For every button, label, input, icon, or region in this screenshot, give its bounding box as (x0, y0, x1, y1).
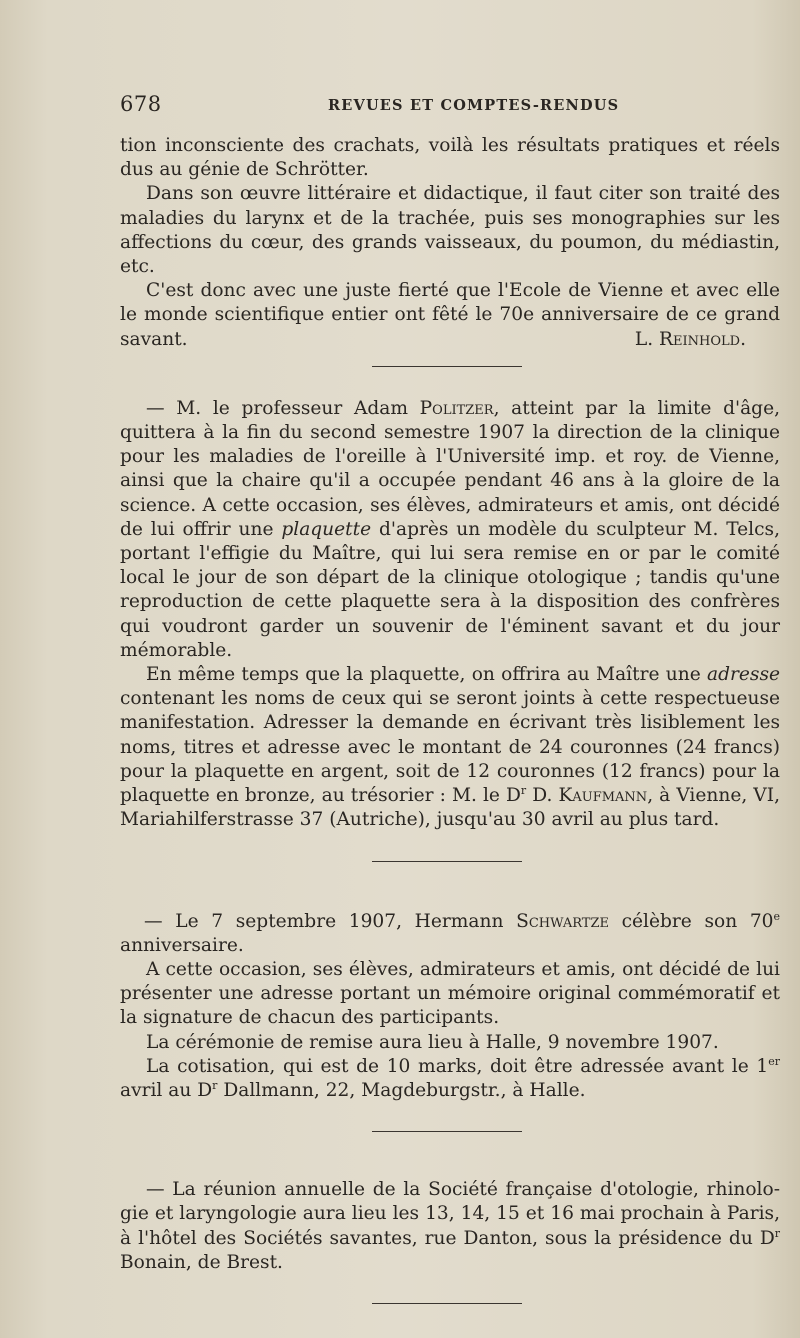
announcement-schwartze (120, 910, 780, 1104)
person-name: Politzer (419, 397, 494, 419)
person-name: Schwartze (516, 910, 609, 932)
paragraph: La cérémonie de remise aura lieu à Halle, 9 novembre 1907. (146, 1031, 719, 1053)
page-number: 678 (120, 92, 162, 116)
paragraph: — Le 7 septembre 1907, Hermann Schwartze célèbre son 70e anniversaire. (120, 909, 781, 956)
paragraph: En même temps que la plaquette, on offrira au Maître une adresse contenant les noms de ceux qui se seront joints à cette respectueuse manifestation. Adresser la demande en écrivant très lisiblement les noms, titres et adresse avec le montant de 24 couronnes (24 francs) pour la plaquette en argent, soit de 12 couronnes (12 francs) pour la plaquette en bronze, au trésorier : M. le $D^r$ D. Kaufmann, à Vienne, VI, Mariahilferstrasse 37 (Autriche), jusqu'au 30 avril au plus tard. (120, 664, 780, 831)
paragraph: A cette occasion, ses élèves, admirateurs et amis, ont décidé de lui présenter une adresse portant un mémoire original commémoratif et la signature de chacun des participants. (120, 958, 780, 1029)
section-divider (372, 366, 522, 367)
paragraph: C'est donc avec une juste fierté que l'Ecole de Vienne et avec elle le monde scientifique entier ont fêté le 70e anniversaire de ce grand savant. (120, 280, 780, 350)
author-signature: L. Reinhold. (634, 328, 746, 350)
section-divider (372, 1131, 522, 1132)
emphasis: adresse (707, 664, 780, 686)
paragraph: — M. le professeur Adam Politzer, atteint par la limite d'âge, quittera à la fin du second semestre 1907 la direction de la clinique pour les maladies de l'oreille à l'Université imp. et roy. de Vienne, ainsi que la chaire qu'il a occupée pendant 46 ans à la gloire de la science. A cette occasion, ses élèves, admirateurs et amis, ont décidé de lui offrir une plaquette d'après un modèle du sculpteur M. Telcs, portant l'effigie du Maître, qui lui sera remise en or par le comité local le jour de son départ de la clinique otologique ; tandis qu'une reproduction de cette plaquette sera à la disposition des confrères qui voudront garder un souvenir de l'éminent savant et du jour mémorable. (120, 397, 780, 661)
section-divider (372, 1303, 522, 1304)
paragraph: La cotisation, qui est de 10 marks, doit être adressée avant le 1er avril au $D^r$ Dallmann, 22, Magdeburgstr., à Halle. (120, 1054, 780, 1101)
emphasis: plaquette (281, 518, 372, 540)
person-name: D. Kaufmann (526, 785, 648, 807)
article-body (120, 134, 780, 1304)
paragraph: Dans son œuvre littéraire et didactique, il faut citer son traité des maladies du larynx et de la trachée, puis ses monographies sur les affections du cœur, des grands vaisseaux, du poumon, du médiastin, etc. (120, 183, 780, 278)
paragraph: — La réunion annuelle de la Société française d'otologie, rhinologie et laryngologie aura lieu les 13, 14, 15 et 16 mai prochain à Paris, à l'hôtel des Sociétés savantes, rue Danton, sous la présidence du $D^r$ Bonain, de Brest. (120, 1179, 780, 1273)
section-divider (372, 861, 522, 862)
running-title: REVUES ET COMPTES-RENDUS (328, 97, 620, 114)
paragraph: tion inconsciente des crachats, voilà les résultats pratiques et réels dus au génie de Schrötter. (120, 135, 780, 181)
page-header (120, 92, 780, 116)
